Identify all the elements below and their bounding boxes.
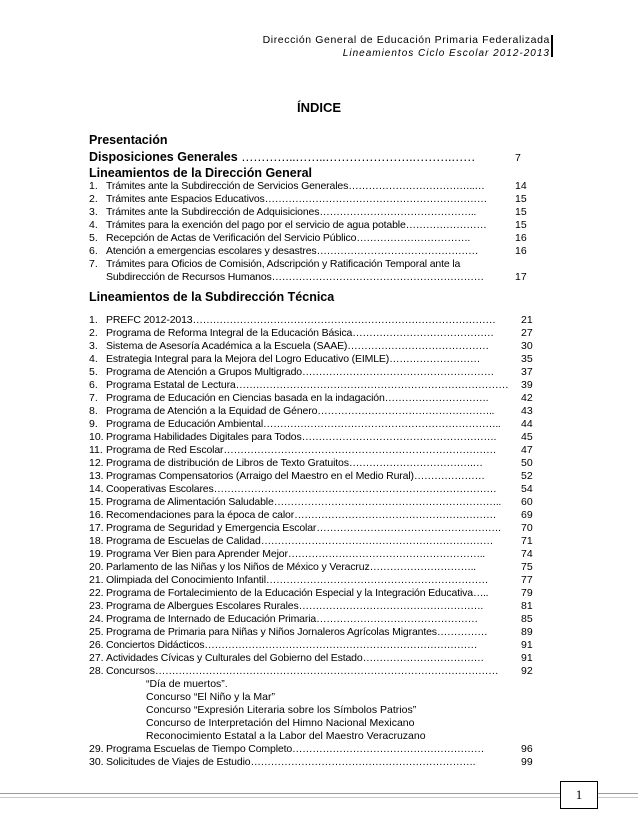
toc-entry xyxy=(89,444,533,457)
entry-leader: …………………………………………………. xyxy=(301,431,497,443)
entry-leader: ….. xyxy=(472,587,489,599)
entry-leader: ………………………………………………. xyxy=(316,522,501,534)
toc-entry xyxy=(89,206,527,219)
entry-leader: ……………………………. xyxy=(356,232,470,244)
entry-title: Programa Habilidades Digitales para Todos xyxy=(106,431,302,443)
entry-leader: ……………………………………….. xyxy=(319,206,476,218)
entry-page: 69 xyxy=(521,509,533,521)
toc-entry xyxy=(89,327,533,340)
header-rule xyxy=(551,35,553,57)
entry-title: Programa de Red Escolar xyxy=(106,444,224,456)
entry-title: Programa de Seguridad y Emergencia Escolar xyxy=(106,522,317,534)
entry-number: 17. xyxy=(89,522,104,534)
entry-leader: ………………… xyxy=(413,470,485,482)
toc-entry xyxy=(89,470,533,483)
entry-page: 21 xyxy=(521,314,533,326)
entry-page: 81 xyxy=(521,600,533,612)
entry-page: 50 xyxy=(521,457,533,469)
entry-title: Parlamento de las Niñas y los Niños de México y Veracruz xyxy=(106,561,370,573)
toc-entry xyxy=(89,613,533,626)
entry-number: 12. xyxy=(89,457,104,469)
entry-page: 15 xyxy=(515,219,527,231)
entry-number: 24. xyxy=(89,613,104,625)
toc-entry xyxy=(89,418,533,431)
entry-title: PREFC 2012-2013 xyxy=(106,314,193,326)
toc-entry xyxy=(89,587,533,600)
entry-number: 4. xyxy=(89,219,98,231)
section-direccion-heading: Lineamientos de la Dirección General xyxy=(89,166,312,180)
entry-leader: ………………………………………………………………………………………… xyxy=(154,665,499,677)
entry-leader: ………………………………………… xyxy=(316,613,478,625)
toc-entry xyxy=(89,258,509,271)
entry-number: 16. xyxy=(89,509,104,521)
entry-page: 17 xyxy=(515,271,527,283)
entry-leader: ………………………………………………………… xyxy=(264,193,487,205)
entry-page: 60 xyxy=(521,496,533,508)
entry-number: 1. xyxy=(89,180,98,192)
toc-entry xyxy=(89,379,533,392)
entry-number: 26. xyxy=(89,639,104,651)
tecnica-list xyxy=(89,314,533,769)
concurso-item: Reconocimiento Estatal a la Labor del Maestro Veracruzano xyxy=(146,730,426,742)
entry-title: Atención a emergencias escolares y desastres xyxy=(106,245,317,257)
entry-number: 11. xyxy=(89,444,103,456)
entry-page: 91 xyxy=(521,652,533,664)
entry-page: 70 xyxy=(521,522,533,534)
entry-title: Cooperativas Escolares xyxy=(106,483,214,495)
entry-number: 5. xyxy=(89,366,98,378)
entry-title: Trámites para Oficios de Comisión, Adscripción y Ratificación Temporal ante la xyxy=(106,258,461,270)
toc-entry xyxy=(89,366,533,379)
entry-number: 25. xyxy=(89,626,104,638)
toc-entry xyxy=(89,271,527,286)
entry-title: Programa de Albergues Escolares Rurales xyxy=(106,600,299,612)
entry-number: 9. xyxy=(89,418,98,430)
entry-leader: ………………………….. xyxy=(369,561,476,573)
entry-title: Programa de distribución de Libros de Texto Gratuitos xyxy=(106,457,349,469)
toc-entry xyxy=(89,353,533,366)
entry-leader: …………………………………………………………. xyxy=(250,756,476,768)
entry-title: Programa de Reforma Integral de la Educación Básica xyxy=(106,327,353,339)
entry-page: 44 xyxy=(521,418,533,430)
toc-entry xyxy=(89,245,527,258)
entry-leader: ………………………………………………………….. xyxy=(273,496,501,508)
entry-page: 37 xyxy=(521,366,533,378)
entry-leader: …………………………………………………………….. xyxy=(263,418,501,430)
entry-number: 6. xyxy=(89,245,98,257)
entry-page: 74 xyxy=(521,548,533,560)
entry-title: Programa Escuelas de Tiempo Completo xyxy=(106,743,293,755)
entry-page: 43 xyxy=(521,405,533,417)
entry-leader: …………………………………………………………… xyxy=(260,535,494,547)
entry-number: 2. xyxy=(89,193,98,205)
toc-entry xyxy=(89,535,533,548)
header-institution: Dirección General de Educación Primaria Federalizada xyxy=(262,34,550,46)
entry-page: 71 xyxy=(521,535,533,547)
toc-entry xyxy=(89,561,533,574)
toc-entry xyxy=(89,522,533,535)
entry-page: 30 xyxy=(521,340,533,352)
entry-title: Programa de Educación Ambiental xyxy=(106,418,264,430)
entry-leader: ……………………………… xyxy=(362,652,484,664)
entry-leader: ……………………………………………………………………… xyxy=(223,444,497,456)
entry-number: 6. xyxy=(89,379,98,391)
entry-leader: ………………………………..… xyxy=(348,180,485,192)
entry-page: 52 xyxy=(521,470,533,482)
toc-entry xyxy=(89,340,533,353)
entry-page: 77 xyxy=(521,574,533,586)
entry-number: 14. xyxy=(89,483,104,495)
entry-number: 23. xyxy=(89,600,104,612)
entry-page: 75 xyxy=(521,561,533,573)
entry-number: 29. xyxy=(89,743,104,755)
entry-title: Programa de Atención a Grupos Multigrado xyxy=(106,366,302,378)
entry-number: 13. xyxy=(89,470,104,482)
toc-entry xyxy=(89,232,527,245)
concurso-item: Concurso “El Niño y la Mar” xyxy=(146,691,275,703)
concurso-item: “Día de muertos”. xyxy=(146,678,228,690)
toc-entry xyxy=(89,574,533,587)
entry-title: Programa de Alimentación Saludable xyxy=(106,496,274,508)
entry-title: Recomendaciones para la época de calor xyxy=(106,509,295,521)
entry-page: 92 xyxy=(521,665,533,677)
toc-entry xyxy=(89,193,527,206)
toc-entry xyxy=(89,392,533,405)
entry-leader: …………………… xyxy=(405,219,487,231)
entry-page: 35 xyxy=(521,353,533,365)
entry-title: Conciertos Didácticos xyxy=(106,639,205,651)
entry-title: Programa de Escuelas de Calidad xyxy=(106,535,261,547)
entry-leader: …………………………………………………… xyxy=(294,509,497,521)
entry-title: Estrategia Integral para la Mejora del Logro Educativo (EIMLE) xyxy=(106,353,390,365)
entry-leader: ………………………………………… xyxy=(316,245,479,257)
entry-number: 22. xyxy=(89,587,104,599)
entry-page: 15 xyxy=(515,193,527,205)
entry-title: Programa de Atención a la Equidad de Género xyxy=(106,405,318,417)
entry-title: Recepción de Actas de Verificación del Servicio Público xyxy=(106,232,357,244)
toc-entry xyxy=(89,457,533,470)
entry-title: Olimpiada del Conocimiento Infantil xyxy=(106,574,266,586)
entry-number: 3. xyxy=(89,206,98,218)
entry-leader: ………………………………………………… xyxy=(292,743,484,755)
disposiciones-leader: …………..……..………………….……….…… xyxy=(241,150,476,164)
entry-number: 28. xyxy=(89,665,104,677)
entry-title: Programa de Primaria para Niñas y Niños Jornaleros Agrícolas Migrantes xyxy=(106,626,437,638)
entry-number: 8. xyxy=(89,405,98,417)
index-title: ÍNDICE xyxy=(296,100,342,115)
entry-page: 15 xyxy=(515,206,527,218)
entry-number: 19. xyxy=(89,548,104,560)
entry-number: 27. xyxy=(89,652,104,664)
entry-number: 1. xyxy=(89,314,98,326)
toc-entry xyxy=(89,180,527,193)
entry-leader: …………… xyxy=(436,626,488,638)
entry-page: 16 xyxy=(515,245,527,257)
entry-page: 54 xyxy=(521,483,533,495)
toc-entry xyxy=(89,483,533,496)
section-presentacion: Presentación xyxy=(89,133,168,147)
page-number: 1 xyxy=(560,781,598,809)
entry-title: Programas Compensatorios (Arraigo del Maestro en el Medio Rural) xyxy=(106,470,414,482)
toc-entry xyxy=(89,509,533,522)
section-disposiciones xyxy=(89,150,475,164)
entry-page: 39 xyxy=(521,379,533,391)
entry-page: 85 xyxy=(521,613,533,625)
entry-page: 45 xyxy=(521,431,533,443)
entry-title: Programa de Educación en Ciencias basada en la indagación xyxy=(106,392,385,404)
entry-title: Programa Ver Bien para Aprender Mejor xyxy=(106,548,288,560)
entry-title: Subdirección de Recursos Humanos xyxy=(106,271,272,283)
toc-entry xyxy=(89,639,533,652)
entry-title: Programa Estatal de Lectura xyxy=(106,379,236,391)
entry-number: 5. xyxy=(89,232,98,244)
entry-number: 20. xyxy=(89,561,104,573)
entry-number: 7. xyxy=(89,258,98,270)
disposiciones-page: 7 xyxy=(515,152,521,164)
entry-page: 14 xyxy=(515,180,527,192)
entry-page: 79 xyxy=(521,587,533,599)
section-tecnica-heading: Lineamientos de la Subdirección Técnica xyxy=(89,290,335,304)
header-subtitle: Lineamientos Ciclo Escolar 2012-2013 xyxy=(342,48,550,59)
concurso-item: Concurso de Interpretación del Himno Nacional Mexicano xyxy=(146,717,415,729)
toc-entry xyxy=(89,548,533,561)
toc-entry xyxy=(89,219,527,232)
entry-number: 4. xyxy=(89,353,98,365)
entry-leader: ……………………………………………………………………… xyxy=(204,639,478,651)
entry-leader: …………………………………………….. xyxy=(317,405,495,417)
entry-leader: …………………………. xyxy=(384,392,489,404)
toc-entry xyxy=(89,314,533,327)
toc-entry xyxy=(89,652,533,665)
toc-entry xyxy=(89,431,533,444)
entry-leader: ………………………………………………………………………… xyxy=(213,483,497,495)
entry-page: 47 xyxy=(521,444,533,456)
toc-entry xyxy=(89,743,533,756)
entry-leader: …………………………………… xyxy=(352,327,494,339)
disposiciones-label: Disposiciones Generales xyxy=(89,150,238,164)
entry-number: 30. xyxy=(89,756,104,768)
entry-page: 96 xyxy=(521,743,533,755)
entry-title: Sistema de Asesoría Académica a la Escuela (SAAE) xyxy=(106,340,348,352)
entry-number: 15. xyxy=(89,496,104,508)
toc-entry xyxy=(89,600,533,613)
entry-leader: ……………………………………………………… xyxy=(271,271,484,283)
direccion-list xyxy=(89,180,527,286)
toc-entry xyxy=(89,756,533,769)
entry-leader: ………………………………………………. xyxy=(298,600,483,612)
entry-number: 18. xyxy=(89,535,104,547)
toc-entry xyxy=(89,496,533,509)
entry-leader: ……………………………….… xyxy=(348,457,483,469)
entry-title: Solicitudes de Viajes de Estudio xyxy=(106,756,251,768)
entry-page: 89 xyxy=(521,626,533,638)
entry-title: Trámites ante la Subdirección de Adquisiciones xyxy=(106,206,320,218)
entry-title: Trámites para la exención del pago por el servicio de agua potable xyxy=(106,219,406,231)
entry-page: 99 xyxy=(521,756,533,768)
entry-leader: ……………………………………………………………………… xyxy=(235,379,509,391)
entry-page: 91 xyxy=(521,639,533,651)
entry-title: Programa de Internado de Educación Primaria xyxy=(106,613,317,625)
entry-page: 27 xyxy=(521,327,533,339)
entry-leader: ………………………………………………… xyxy=(301,366,494,378)
entry-page: 16 xyxy=(515,232,527,244)
entry-number: 7. xyxy=(89,392,98,404)
entry-page: 42 xyxy=(521,392,533,404)
entry-leader: ………………………………………………….. xyxy=(287,548,485,560)
entry-title: Actividades Cívicas y Culturales del Gobierno del Estado xyxy=(106,652,363,664)
entry-title: Concursos xyxy=(106,665,155,677)
entry-number: 21. xyxy=(89,574,104,586)
entry-title: Trámites ante Espacios Educativos xyxy=(106,193,265,205)
concurso-item: Concurso “Expresión Literaria sobre los Símbolos Patrios” xyxy=(146,704,417,716)
footer-rule xyxy=(0,793,638,794)
toc-entry xyxy=(89,405,533,418)
entry-title: Programa de Fortalecimiento de la Educación Especial y la Integración Educativa xyxy=(106,587,473,599)
entry-number: 3. xyxy=(89,340,98,352)
toc-entry xyxy=(89,665,533,678)
entry-leader: ……………………… xyxy=(389,353,481,365)
footer-rule-secondary xyxy=(0,797,638,798)
toc-entry xyxy=(89,626,533,639)
entry-title: Trámites ante la Subdirección de Servicios Generales xyxy=(106,180,349,192)
entry-leader: …………………………………… xyxy=(347,340,489,352)
entry-number: 2. xyxy=(89,327,98,339)
entry-number: 10. xyxy=(89,431,104,443)
entry-leader: ……………………………………………………………………………… xyxy=(192,314,496,326)
entry-leader: ………………………………………………………… xyxy=(265,574,489,586)
